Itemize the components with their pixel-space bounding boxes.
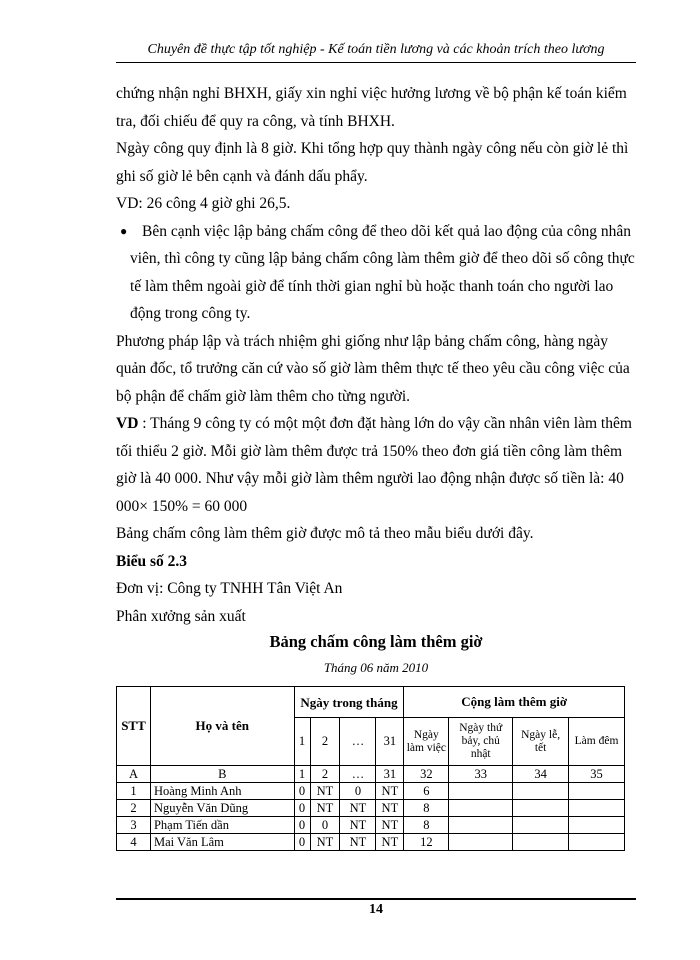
row-cell	[569, 834, 625, 851]
row-cell: NT	[340, 817, 376, 834]
total-col-holiday: Ngày lễ, tết	[513, 718, 569, 766]
employee-name: Hoàng Minh Anh	[150, 783, 294, 800]
row-cell	[569, 817, 625, 834]
row-cell: 0	[294, 834, 310, 851]
table-row	[117, 834, 625, 851]
code-cell: B	[150, 766, 294, 783]
paragraph-7: Bảng chấm công làm thêm giờ được mô tả theo mẫu biểu dưới đây.	[116, 525, 534, 542]
table-row	[117, 800, 625, 817]
table-subtitle: Tháng 06 năm 2010	[323, 660, 429, 675]
unit-line: Đơn vị: Công ty TNHH Tân Việt An	[116, 580, 343, 597]
row-cell: 0	[294, 800, 310, 817]
row-cell: NT	[340, 800, 376, 817]
code-cell: 33	[449, 766, 513, 783]
row-cell	[449, 817, 513, 834]
row-cell: NT	[376, 834, 404, 851]
table-title: Bảng chấm công làm thêm giờ	[269, 632, 483, 651]
paragraph-2: Ngày công quy định là 8 giờ. Khi tổng hợp quy thành ngày công nếu còn giờ lẻ thì ghi số giờ lẻ bên cạnh và đánh dấu phẩy.	[116, 140, 629, 185]
day-col-2: 2	[310, 718, 340, 766]
employee-name: Phạm Tiến dần	[150, 817, 294, 834]
row-cell	[449, 834, 513, 851]
bullet-icon: ●	[120, 223, 128, 238]
row-cell: 12	[404, 834, 449, 851]
row-cell	[513, 800, 569, 817]
row-cell: 0	[294, 783, 310, 800]
row-cell: NT	[310, 783, 340, 800]
row-cell: 8	[404, 800, 449, 817]
code-row	[117, 766, 625, 783]
employee-name: Nguyễn Văn Dũng	[150, 800, 294, 817]
paragraph-6	[116, 410, 638, 520]
workshop-line: Phân xưởng sản xuất	[116, 607, 246, 625]
code-cell: 32	[404, 766, 449, 783]
header-total: Cộng làm thêm giờ	[404, 687, 625, 718]
day-col-31: 31	[376, 718, 404, 766]
total-col-weekend: Ngày thứ bảy, chủ nhật	[449, 718, 513, 766]
row-cell: 6	[404, 783, 449, 800]
footer-rule	[116, 898, 636, 900]
example-label: VD	[116, 415, 139, 432]
code-cell: 2	[310, 766, 340, 783]
day-col-1: 1	[294, 718, 310, 766]
row-cell: NT	[340, 834, 376, 851]
row-cell	[449, 783, 513, 800]
row-cell: 0	[340, 783, 376, 800]
paragraph-4-text: Bên cạnh việc lập bảng chấm công để theo dõi kết quả lao động của công nhân viên, thì công ty cũng lập bảng chấm công làm thêm giờ để theo dõi số công thực tế làm thêm ngoài giờ để tính thời gian nghỉ bù hoặc thanh toán cho người lao động trong công ty.	[130, 222, 635, 322]
row-cell: 0	[294, 817, 310, 834]
table-row	[117, 817, 625, 834]
overtime-table	[116, 686, 625, 851]
row-cell: NT	[310, 800, 340, 817]
header-rule	[116, 62, 636, 63]
employee-name: Mai Văn Lâm	[150, 834, 294, 851]
row-cell	[513, 783, 569, 800]
running-header: Chuyên đề thực tập tốt nghiệp - Kế toán tiền lương và các khoản trích theo lương	[147, 42, 605, 57]
day-col-ellipsis: …	[340, 718, 376, 766]
paragraph-5: Phương pháp lập và trách nhiệm ghi giống như lập bảng chấm công, hàng ngày quản đốc, tổ trưởng căn cứ vào số giờ làm thêm thực tế theo yêu cầu công việc của bộ phận để chấm giờ làm thêm cho từng người.	[116, 332, 630, 405]
header-stt: STT	[117, 687, 151, 766]
row-cell: NT	[310, 834, 340, 851]
row-cell	[449, 800, 513, 817]
header-days: Ngày trong tháng	[294, 687, 404, 718]
row-cell: NT	[376, 783, 404, 800]
code-cell: 1	[294, 766, 310, 783]
paragraph-3: VD: 26 công 4 giờ ghi 26,5.	[116, 195, 291, 212]
row-cell: 4	[117, 834, 151, 851]
row-cell	[513, 834, 569, 851]
paragraph-4	[116, 218, 638, 328]
page-number: 14	[369, 902, 383, 917]
form-number: Biểu số 2.3	[116, 552, 188, 570]
row-cell: 8	[404, 817, 449, 834]
body-text	[116, 80, 638, 630]
row-cell: 2	[117, 800, 151, 817]
table-row	[117, 783, 625, 800]
row-cell: NT	[376, 800, 404, 817]
total-col-night: Làm đêm	[569, 718, 625, 766]
paragraph-1: chứng nhận nghỉ BHXH, giấy xin nghỉ việc hưởng lương về bộ phận kế toán kiểm tra, đối chiếu để quy ra công, và tính BHXH.	[116, 85, 627, 130]
code-cell: 34	[513, 766, 569, 783]
code-cell: 31	[376, 766, 404, 783]
row-cell: NT	[376, 817, 404, 834]
row-cell	[569, 783, 625, 800]
code-cell: …	[340, 766, 376, 783]
header-name: Họ và tên	[150, 687, 294, 766]
code-cell: A	[117, 766, 151, 783]
total-col-workday: Ngày làm việc	[404, 718, 449, 766]
row-cell: 3	[117, 817, 151, 834]
row-cell: 1	[117, 783, 151, 800]
row-cell	[569, 800, 625, 817]
row-cell: 0	[310, 817, 340, 834]
code-cell: 35	[569, 766, 625, 783]
paragraph-6-text: : Tháng 9 công ty có một một đơn đặt hàng lớn do vậy cần nhân viên làm thêm tối thiểu 2 giờ. Mỗi giờ làm thêm được trả 150% theo đơn giá tiền công làm thêm giờ là 40 000. Như vậy mỗi giờ làm thêm người lao động nhận được số tiền là: 40 000× 150% = 60 000	[116, 415, 632, 515]
row-cell	[513, 817, 569, 834]
